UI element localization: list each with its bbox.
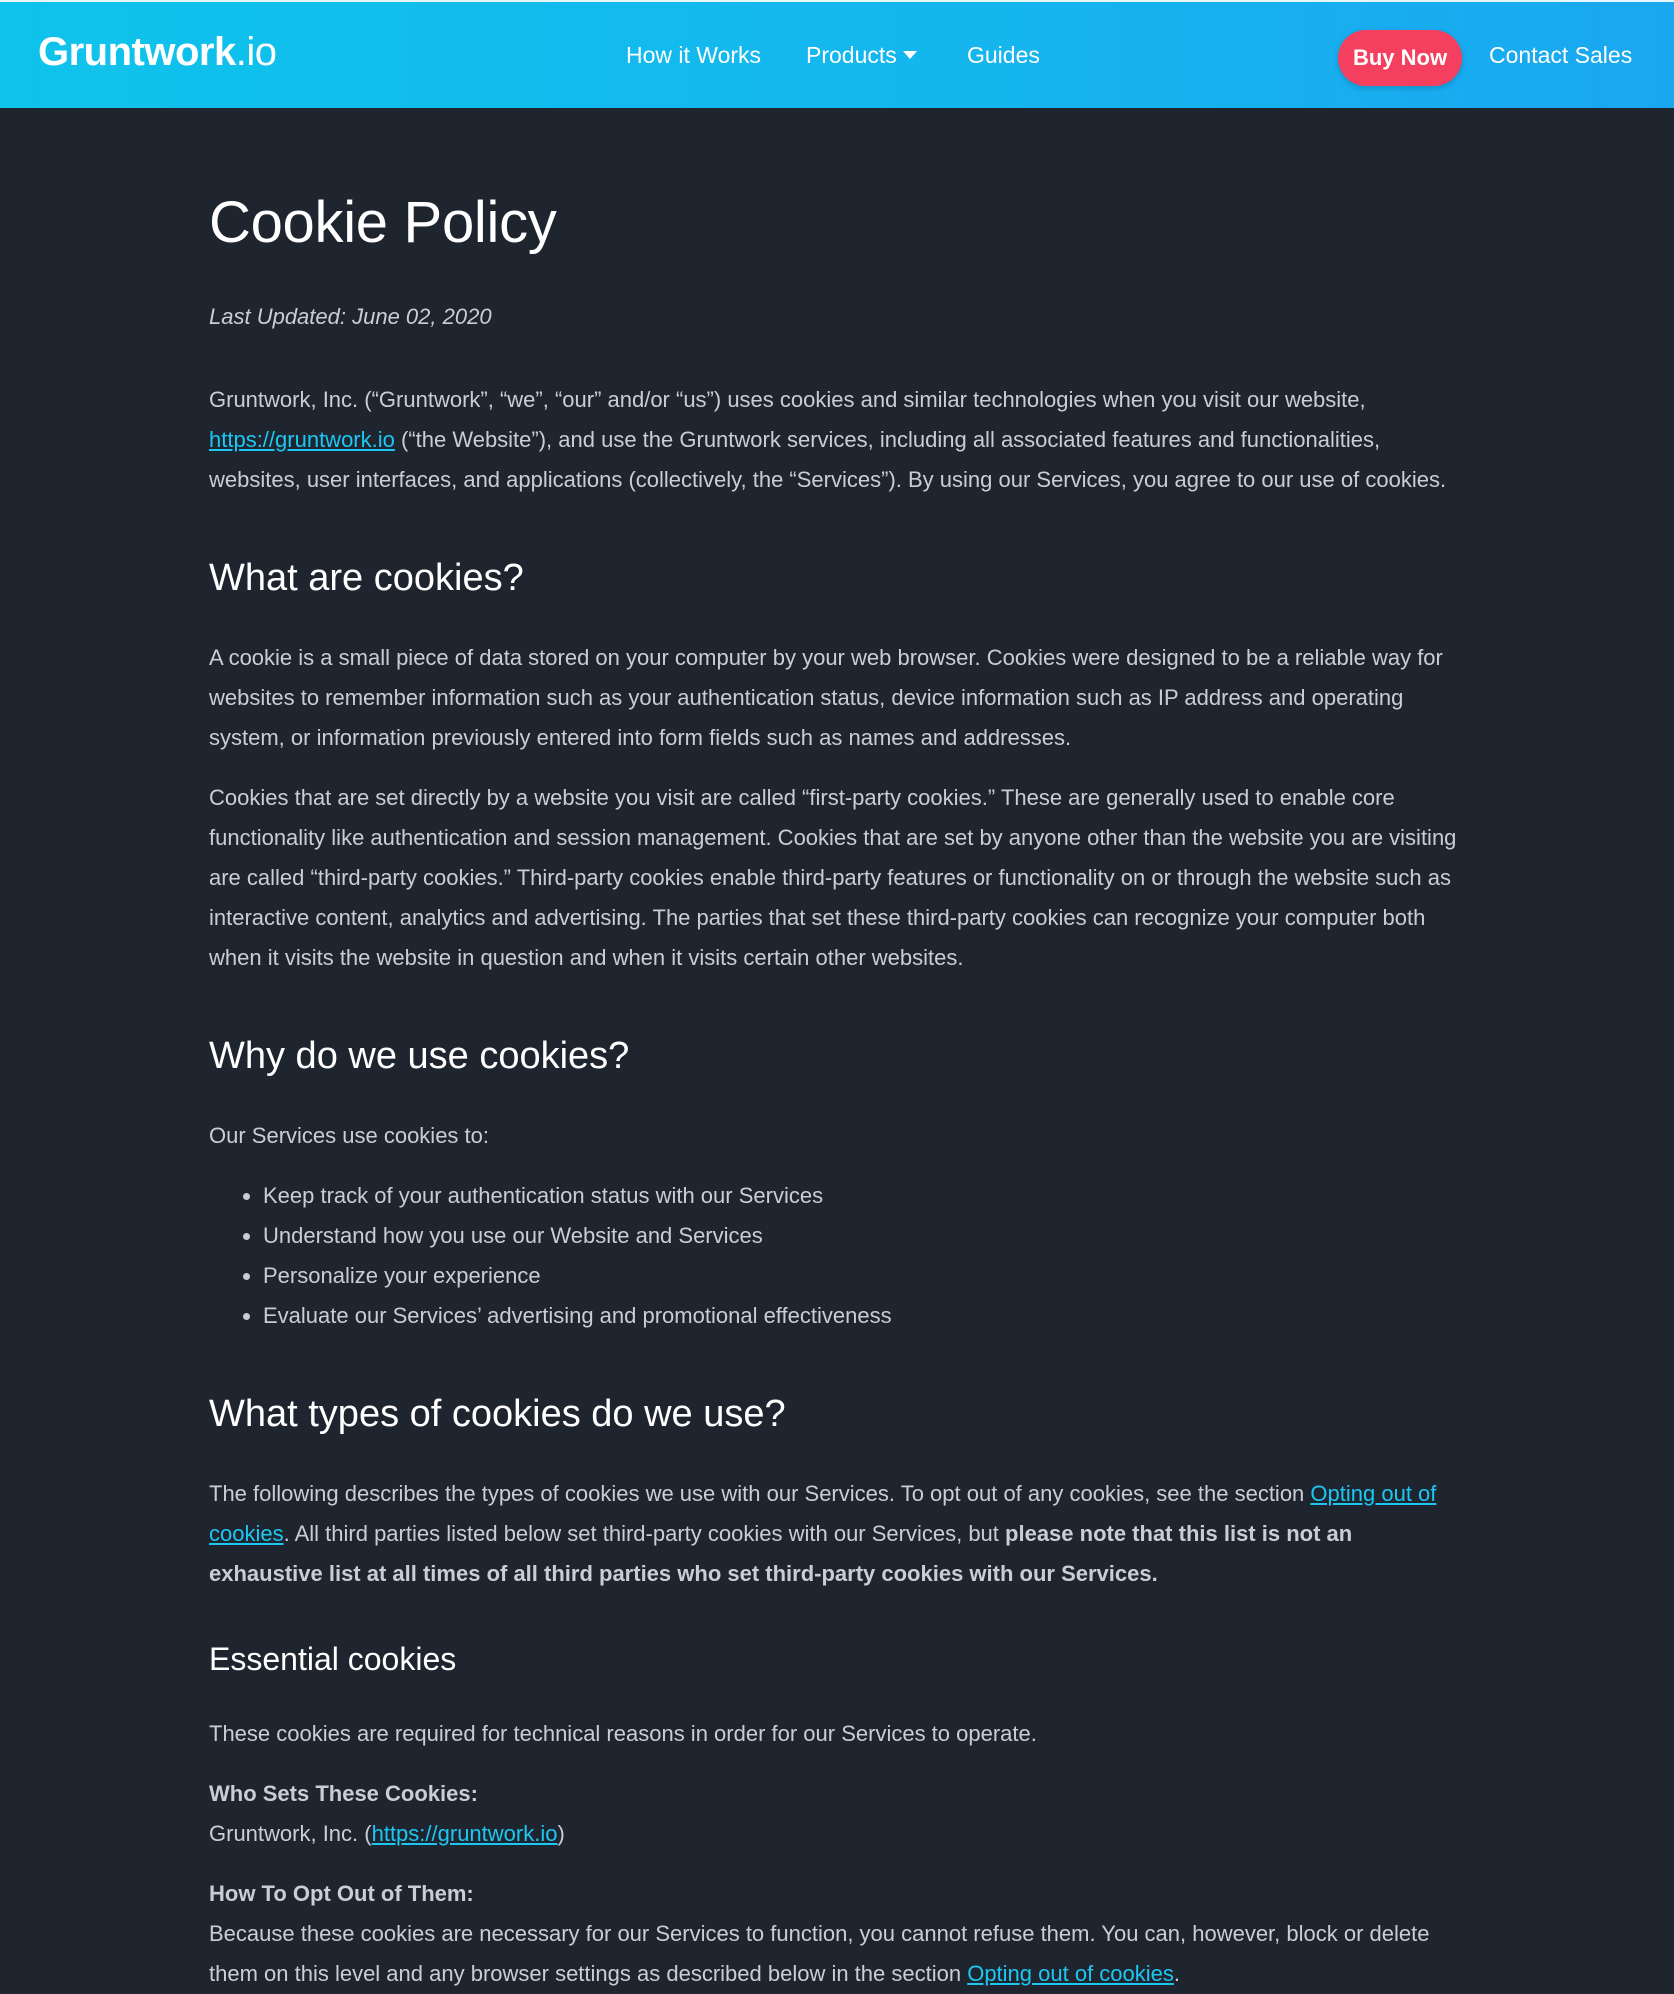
- contact-sales-link[interactable]: Contact Sales: [1489, 42, 1633, 68]
- buy-now-button[interactable]: Buy Now: [1338, 30, 1462, 86]
- gruntwork-site-link[interactable]: https://gruntwork.io: [371, 1821, 558, 1846]
- list-item: • Keep track of your authentication status with our Services: [263, 1176, 1467, 1216]
- opt-out-text-1: Because these cookies are necessary for our Services to function, you cannot refuse them. You can, however, block or delete them on this level and any browser settings as described below in the section: [209, 1921, 1430, 1986]
- types-text-1: The following describes the types of cookies we use with our Services. To opt out of any cookies, see the section: [209, 1481, 1311, 1506]
- opting-out-link[interactable]: Opting out of cookies: [209, 1481, 1437, 1546]
- essential-description: These cookies are required for technical reasons in order for our Services to operate.: [209, 1721, 1037, 1746]
- what-are-cookies-paragraph-2: Cookies that are set directly by a website you visit are called “first-party cookies.” These are generally used to enable core functionality like authentication and session management. Cookies that are set by anyone other than the website you are visiting are called “third-party cookies.” Third-party cookies enable third-party features or functionality on or through the website such as interactive content, analytics and advertising. The parties that set these third-party cookies can recognize your computer both when it visits the website in question and when it visits certain other websites.: [209, 785, 1457, 970]
- gruntwork-logo[interactable]: [38, 30, 276, 75]
- list-item: • Understand how you use our Website and Services: [263, 1216, 1467, 1256]
- types-bold-note: please note that this list is not an exhaustive list at all times of all third parties who set third-party cookies with our Services.: [209, 1521, 1353, 1586]
- who-sets-label: Who Sets These Cookies:: [209, 1781, 478, 1806]
- nav-products[interactable]: [806, 42, 917, 69]
- types-text-2: . All third parties listed below set third-party cookies with our Services, but: [283, 1521, 1006, 1546]
- heading-types-of-cookies: What types of cookies do we use?: [209, 1393, 786, 1435]
- top-navbar: [0, 0, 1674, 108]
- main-content: [209, 108, 1467, 1994]
- heading-what-are-cookies: What are cookies?: [209, 557, 524, 599]
- opt-out-text-2: .: [1173, 1961, 1181, 1986]
- logo-suffix-text: .io: [235, 30, 277, 74]
- who-sets-value: [209, 1814, 1467, 1854]
- last-updated: Last Updated: June 02, 2020: [209, 304, 492, 329]
- nav-products-label: Products: [806, 42, 897, 68]
- opting-out-link-2[interactable]: Opting out of cookies: [967, 1961, 1174, 1986]
- intro-text-2: (“the Website”), and use the Gruntwork services, including all associated features and functionalities, websites, user interfaces, and applications (collectively, the “Services”). By using our Services, you agree to our use of cookies.: [209, 427, 1447, 492]
- types-paragraph: [209, 1474, 1467, 1594]
- cookie-uses-list: [209, 1176, 1467, 1336]
- heading-why-use-cookies: Why do we use cookies?: [209, 1035, 630, 1077]
- intro-paragraph: [209, 380, 1467, 500]
- why-use-lead: Our Services use cookies to:: [209, 1123, 490, 1148]
- opt-out-paragraph: [209, 1914, 1467, 1994]
- page-title: Cookie Policy: [209, 190, 557, 255]
- website-link[interactable]: https://gruntwork.io: [209, 427, 395, 452]
- who-sets-prefix: Gruntwork, Inc. (: [209, 1821, 372, 1846]
- what-are-cookies-paragraph-1: A cookie is a small piece of data stored on your computer by your web browser. Cookies were designed to be a reliable way for websites to remember information such as your authentication status, device information such as IP address and operating system, or information previously entered into form fields such as names and addresses.: [209, 645, 1443, 750]
- who-sets-suffix: ): [557, 1821, 565, 1846]
- logo-bold-text: Gruntwork: [38, 30, 236, 74]
- opt-out-label: How To Opt Out of Them:: [209, 1881, 474, 1906]
- nav-how-it-works[interactable]: How it Works: [626, 42, 762, 68]
- caret-down-icon: [903, 51, 917, 59]
- intro-text-1: Gruntwork, Inc. (“Gruntwork”, “we”, “our” and/or “us”) uses cookies and similar technologies when you visit our website,: [209, 387, 1366, 412]
- nav-guides[interactable]: Guides: [967, 42, 1040, 68]
- list-item: • Personalize your experience: [263, 1256, 1467, 1296]
- list-item: • Evaluate our Services’ advertising and promotional effectiveness: [263, 1296, 1467, 1336]
- heading-essential-cookies: Essential cookies: [209, 1641, 457, 1677]
